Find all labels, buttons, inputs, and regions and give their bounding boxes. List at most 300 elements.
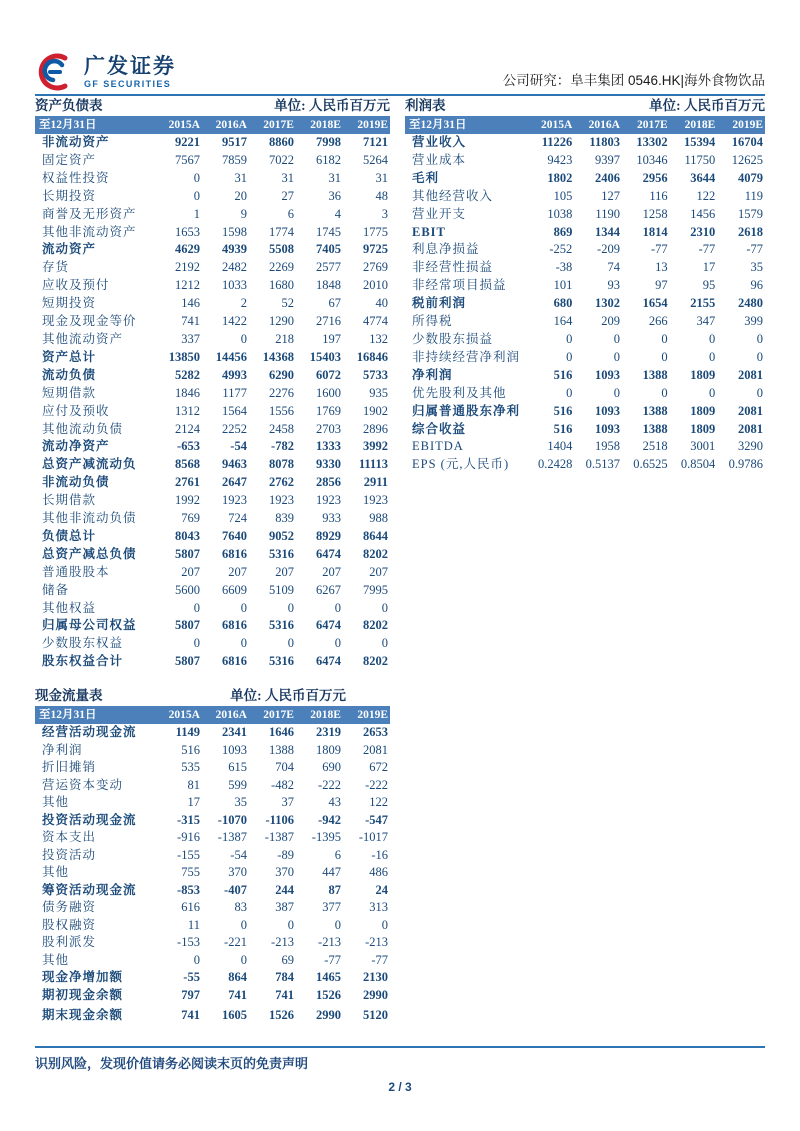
row-label: 营运资本变动 bbox=[42, 777, 124, 792]
cell-value: 2406 bbox=[594, 170, 620, 185]
row-label: 优先股利及其他 bbox=[412, 385, 507, 400]
cell-value: 6290 bbox=[268, 367, 294, 382]
row-label: 应付及预收 bbox=[42, 403, 110, 418]
cell-value: 207 bbox=[228, 564, 247, 579]
cell-value: 1923 bbox=[221, 493, 247, 508]
cell-value: 1579 bbox=[738, 206, 763, 221]
cell-value: -89 bbox=[277, 847, 294, 862]
cell-value: 13850 bbox=[168, 349, 200, 364]
cell-value: 0 bbox=[193, 170, 200, 185]
cell-value: 2124 bbox=[174, 421, 200, 436]
cell-value: 1456 bbox=[690, 206, 716, 221]
cell-value: 0 bbox=[287, 917, 294, 932]
cell-value: -77 bbox=[746, 242, 763, 257]
row-label: 折旧摊销 bbox=[42, 760, 97, 775]
cell-value: 3001 bbox=[690, 439, 716, 454]
cell-value: 101 bbox=[553, 278, 573, 293]
cash-flow-title-row bbox=[35, 688, 390, 704]
table-row bbox=[405, 277, 765, 295]
cell-value: 207 bbox=[322, 564, 341, 579]
row-label: 固定资产 bbox=[42, 152, 97, 167]
table-row bbox=[35, 829, 390, 847]
table-row bbox=[35, 528, 390, 546]
row-label: 综合收益 bbox=[412, 421, 467, 436]
table-row bbox=[35, 864, 390, 882]
cell-value: 6267 bbox=[315, 582, 341, 597]
table-row bbox=[35, 403, 390, 421]
table-row bbox=[35, 917, 390, 935]
cell-value: 516 bbox=[181, 742, 200, 757]
cell-value: 1290 bbox=[268, 314, 294, 329]
cell-value: 0 bbox=[566, 331, 573, 346]
row-label: 归属普通股东净利 bbox=[412, 403, 521, 418]
cell-value: 4774 bbox=[363, 314, 388, 329]
table-row bbox=[35, 777, 390, 795]
cell-value: 6474 bbox=[315, 546, 341, 561]
cell-value: 5316 bbox=[268, 618, 294, 633]
table-row bbox=[35, 794, 390, 812]
cell-value: 0 bbox=[240, 952, 247, 967]
cell-value: 31 bbox=[234, 170, 247, 185]
cell-value: 83 bbox=[234, 900, 247, 915]
table-row bbox=[35, 224, 390, 242]
cell-value: 516 bbox=[553, 403, 573, 418]
row-label: 其他 bbox=[42, 795, 70, 810]
cell-value: 1958 bbox=[594, 439, 620, 454]
cell-value: 37 bbox=[281, 795, 294, 810]
cell-value: 13 bbox=[655, 260, 668, 275]
cell-value: 3644 bbox=[690, 170, 716, 185]
cell-value: -1106 bbox=[265, 812, 294, 827]
cell-value: -1387 bbox=[264, 830, 294, 845]
cell-value: 1388 bbox=[268, 742, 294, 757]
cell-value: -1387 bbox=[217, 830, 247, 845]
cell-value: 2081 bbox=[363, 742, 388, 757]
table-row bbox=[405, 206, 765, 224]
cell-value: 2762 bbox=[268, 475, 294, 490]
cell-value: 5807 bbox=[174, 546, 200, 561]
cell-value: -1070 bbox=[217, 812, 247, 827]
cell-value: 0 bbox=[193, 636, 200, 651]
cell-value: 31 bbox=[375, 170, 388, 185]
cell-value: 5316 bbox=[268, 546, 294, 561]
cell-value: 7022 bbox=[268, 152, 294, 167]
cell-value: 1774 bbox=[268, 224, 294, 239]
cell-value: 4079 bbox=[738, 170, 763, 185]
table-row bbox=[405, 349, 765, 367]
cell-value: -221 bbox=[224, 935, 247, 950]
cell-value: 1809 bbox=[690, 367, 716, 382]
cell-value: 2911 bbox=[363, 475, 388, 490]
year-column-header: 2017E bbox=[249, 116, 296, 134]
cell-value: 5316 bbox=[268, 654, 294, 669]
cell-value: -77 bbox=[371, 952, 388, 967]
table-row bbox=[35, 295, 390, 313]
cell-value: 0 bbox=[709, 349, 716, 364]
row-label: 其他非流动负债 bbox=[42, 511, 137, 526]
row-label: EBITDA bbox=[412, 439, 464, 454]
gf-securities-logo bbox=[35, 51, 176, 94]
cell-value: 0 bbox=[661, 349, 668, 364]
cell-value: 2 bbox=[240, 296, 247, 311]
cell-value: 3290 bbox=[738, 439, 763, 454]
cell-value: 27 bbox=[281, 188, 294, 203]
cell-value: 7998 bbox=[315, 135, 341, 149]
cell-value: 12625 bbox=[731, 152, 763, 167]
cell-value: 81 bbox=[187, 777, 200, 792]
cell-value: 52 bbox=[281, 296, 294, 311]
cell-value: 516 bbox=[553, 367, 573, 382]
table-row bbox=[35, 882, 390, 900]
cell-value: 0 bbox=[381, 917, 388, 932]
cell-value: 96 bbox=[750, 278, 763, 293]
cell-value: 0 bbox=[756, 385, 763, 400]
cell-value: 4939 bbox=[221, 242, 247, 257]
cell-value: 1605 bbox=[221, 1008, 247, 1023]
left-column bbox=[35, 98, 390, 1025]
cell-value: 266 bbox=[648, 314, 668, 329]
cell-value: 2769 bbox=[363, 260, 388, 275]
cell-value: 1388 bbox=[642, 403, 668, 418]
row-label: 流动资产 bbox=[42, 242, 97, 257]
cell-value: 6816 bbox=[221, 618, 247, 633]
row-label: 其他非流动资产 bbox=[42, 224, 137, 239]
cell-value: 67 bbox=[328, 296, 341, 311]
cell-value: 988 bbox=[369, 511, 388, 526]
row-label: 长期投资 bbox=[42, 188, 97, 203]
cell-value: -77 bbox=[650, 242, 668, 257]
cell-value: 486 bbox=[369, 865, 388, 880]
cell-value: 209 bbox=[601, 314, 620, 329]
cell-value: 0 bbox=[709, 331, 716, 346]
cell-value: 1848 bbox=[315, 278, 341, 293]
row-label: 其他 bbox=[42, 952, 70, 967]
cell-value: -916 bbox=[177, 830, 200, 845]
cell-value: 1809 bbox=[690, 421, 716, 436]
row-label: 长期借款 bbox=[42, 493, 97, 508]
row-label: 投资活动现金流 bbox=[42, 812, 137, 827]
cell-value: 2081 bbox=[738, 367, 763, 382]
cell-value: 14456 bbox=[215, 349, 247, 364]
cell-value: 1775 bbox=[363, 224, 388, 239]
logo-text bbox=[84, 56, 176, 89]
cell-value: 1526 bbox=[315, 987, 341, 1002]
cell-value: 11226 bbox=[541, 135, 573, 149]
table-unit-label: 单位: 人民币百万元 bbox=[274, 98, 390, 113]
row-label: 毛利 bbox=[412, 170, 440, 185]
cell-value: 1923 bbox=[363, 493, 388, 508]
row-label: 负债总计 bbox=[42, 528, 97, 543]
cell-value: 2653 bbox=[363, 725, 388, 740]
cell-value: 6 bbox=[334, 847, 341, 862]
cell-value: 0 bbox=[566, 349, 573, 364]
cell-value: 347 bbox=[696, 314, 716, 329]
table-row bbox=[405, 438, 765, 456]
row-label: 期初现金余额 bbox=[42, 987, 124, 1002]
cell-value: 1653 bbox=[174, 224, 200, 239]
cell-value: 0 bbox=[193, 600, 200, 615]
cell-value: 869 bbox=[553, 224, 573, 239]
table-row bbox=[35, 313, 390, 331]
cell-value: 447 bbox=[322, 865, 341, 880]
table-row bbox=[35, 259, 390, 277]
cell-value: 2480 bbox=[738, 296, 763, 311]
table-row bbox=[405, 224, 765, 242]
cell-value: 864 bbox=[228, 970, 247, 985]
table-row bbox=[405, 188, 765, 206]
cell-value: 8929 bbox=[315, 528, 341, 543]
cell-value: 690 bbox=[322, 760, 341, 775]
cell-value: 35 bbox=[750, 260, 763, 275]
table-row bbox=[35, 206, 390, 224]
cell-value: 9 bbox=[240, 206, 247, 221]
cell-value: 0 bbox=[661, 331, 668, 346]
row-label: 股利派发 bbox=[42, 935, 97, 950]
table-row bbox=[35, 899, 390, 917]
table-row bbox=[35, 582, 390, 600]
cell-value: 2990 bbox=[315, 1008, 341, 1023]
page-footer bbox=[35, 1046, 765, 1094]
table-unit-label: 单位: 人民币百万元 bbox=[649, 98, 765, 113]
cell-value: 127 bbox=[601, 188, 620, 203]
cell-value: -782 bbox=[271, 439, 294, 454]
cell-value: 95 bbox=[702, 278, 716, 293]
table-title: 利润表 bbox=[405, 98, 446, 113]
cell-value: 0.8504 bbox=[680, 457, 716, 472]
cell-value: 2252 bbox=[221, 421, 247, 436]
cell-value: 9725 bbox=[363, 242, 388, 257]
cell-value: 2341 bbox=[221, 725, 247, 740]
table-row bbox=[35, 277, 390, 295]
date-column-header: 至12月31日 bbox=[405, 116, 527, 134]
row-label: 营业成本 bbox=[412, 152, 467, 167]
cell-value: 8202 bbox=[363, 618, 388, 633]
cell-value: 9330 bbox=[315, 457, 341, 472]
cell-value: 2130 bbox=[363, 970, 388, 985]
cell-value: 8202 bbox=[363, 654, 388, 669]
cell-value: 741 bbox=[181, 1008, 200, 1023]
year-column-header: 2018E bbox=[296, 116, 343, 134]
cell-value: 4629 bbox=[174, 242, 200, 257]
cell-value: 839 bbox=[275, 511, 294, 526]
table-title: 资产负债表 bbox=[35, 98, 103, 113]
cell-value: 1344 bbox=[594, 224, 620, 239]
row-label: 其他 bbox=[42, 865, 70, 880]
table-row bbox=[35, 653, 390, 671]
cell-value: 2956 bbox=[642, 170, 668, 185]
table-row bbox=[35, 546, 390, 564]
balance-sheet-grid bbox=[35, 116, 390, 671]
cell-value: 1 bbox=[193, 206, 200, 221]
cell-value: 6474 bbox=[315, 618, 341, 633]
row-label: 经营活动现金流 bbox=[42, 725, 137, 740]
cell-value: 105 bbox=[553, 188, 573, 203]
cell-value: 9221 bbox=[174, 135, 200, 149]
table-row bbox=[35, 134, 390, 152]
row-label: 非流动负债 bbox=[42, 475, 110, 490]
cell-value: 2856 bbox=[315, 475, 341, 490]
table-row bbox=[35, 421, 390, 439]
cell-value: 7405 bbox=[315, 242, 341, 257]
cell-value: 10346 bbox=[636, 152, 668, 167]
table-row bbox=[405, 331, 765, 349]
table-row bbox=[35, 812, 390, 830]
cell-value: 2192 bbox=[174, 260, 200, 275]
cell-value: 5600 bbox=[174, 582, 200, 597]
cell-value: 535 bbox=[181, 760, 200, 775]
cell-value: 11750 bbox=[684, 152, 716, 167]
row-label: 现金净增加额 bbox=[42, 970, 124, 985]
cell-value: 387 bbox=[275, 900, 294, 915]
cell-value: 4 bbox=[334, 206, 341, 221]
year-column-header: 2015A bbox=[155, 706, 202, 724]
cell-value: 1526 bbox=[268, 1008, 294, 1023]
cell-value: 0.5137 bbox=[585, 457, 620, 472]
cell-value: 16846 bbox=[356, 349, 388, 364]
table-row bbox=[35, 349, 390, 367]
row-label: 权益性投资 bbox=[42, 170, 110, 185]
table-header-row bbox=[405, 116, 765, 134]
cell-value: 680 bbox=[553, 296, 573, 311]
cell-value: 69 bbox=[281, 952, 294, 967]
cell-value: 599 bbox=[228, 777, 247, 792]
cell-value: 207 bbox=[275, 564, 294, 579]
cell-value: -213 bbox=[318, 935, 341, 950]
cell-value: -942 bbox=[318, 812, 341, 827]
cell-value: 8202 bbox=[363, 546, 388, 561]
cell-value: 119 bbox=[744, 188, 763, 203]
cell-value: 2310 bbox=[690, 224, 716, 239]
cell-value: 3 bbox=[381, 206, 388, 221]
cell-value: 97 bbox=[655, 278, 668, 293]
cell-value: 7859 bbox=[221, 152, 247, 167]
table-row bbox=[405, 403, 765, 421]
balance-sheet-title-row bbox=[35, 98, 390, 114]
table-row bbox=[35, 952, 390, 970]
row-label: 存货 bbox=[42, 260, 70, 275]
cell-value: 1600 bbox=[315, 385, 341, 400]
cell-value: 769 bbox=[181, 511, 200, 526]
year-column-header: 2019E bbox=[343, 116, 390, 134]
cell-value: 1564 bbox=[221, 403, 247, 418]
table-row bbox=[35, 474, 390, 492]
cell-value: -315 bbox=[177, 812, 200, 827]
cell-value: 7640 bbox=[221, 528, 247, 543]
row-label: 净利润 bbox=[42, 742, 83, 757]
cell-value: -38 bbox=[555, 260, 573, 275]
cell-value: 2081 bbox=[738, 403, 763, 418]
row-label: 营业收入 bbox=[412, 135, 467, 149]
cell-value: -54 bbox=[230, 847, 247, 862]
year-column-header: 2017E bbox=[622, 116, 670, 134]
table-header-row bbox=[35, 706, 390, 724]
cell-value: -853 bbox=[177, 882, 200, 897]
cell-value: 6609 bbox=[221, 582, 247, 597]
cell-value: 1814 bbox=[642, 224, 668, 239]
year-column-header: 2017E bbox=[249, 706, 296, 724]
row-label: 少数股东权益 bbox=[42, 636, 124, 651]
cell-value: 1333 bbox=[315, 439, 341, 454]
report-subject: 公司研究：阜丰集团 0546.HK|海外食物饮品 bbox=[502, 73, 765, 88]
cell-value: -222 bbox=[318, 777, 341, 792]
cell-value: 1902 bbox=[363, 403, 388, 418]
cell-value: 164 bbox=[553, 314, 573, 329]
cell-value: 0 bbox=[613, 349, 620, 364]
cell-value: 5733 bbox=[363, 367, 388, 382]
row-label: 营业开支 bbox=[412, 206, 467, 221]
cell-value: 48 bbox=[375, 188, 388, 203]
cell-value: 207 bbox=[181, 564, 200, 579]
cell-value: -213 bbox=[365, 935, 388, 950]
cell-value: 1093 bbox=[594, 403, 620, 418]
cell-value: 11 bbox=[187, 917, 200, 932]
cell-value: 9463 bbox=[221, 457, 247, 472]
cell-value: 1809 bbox=[690, 403, 716, 418]
row-label: 普通股股本 bbox=[42, 564, 110, 579]
gf-logo-icon bbox=[35, 51, 77, 93]
row-label: 商誉及无形资产 bbox=[42, 206, 137, 221]
table-row bbox=[405, 313, 765, 331]
row-label: 非流动资产 bbox=[42, 135, 110, 149]
table-header-row bbox=[35, 116, 390, 134]
cell-value: 5120 bbox=[363, 1008, 388, 1023]
cell-value: 0.6525 bbox=[633, 457, 668, 472]
table-unit-label: 单位: 人民币百万元 bbox=[230, 688, 346, 704]
cell-value: -55 bbox=[183, 970, 200, 985]
cell-value: 122 bbox=[369, 795, 388, 810]
cell-value: -653 bbox=[177, 439, 200, 454]
row-label: 净利润 bbox=[412, 367, 453, 382]
cell-value: 784 bbox=[275, 970, 294, 985]
cell-value: 207 bbox=[369, 564, 388, 579]
row-label: 归属母公司权益 bbox=[42, 618, 137, 633]
cell-value: 1802 bbox=[547, 170, 573, 185]
cell-value: 2319 bbox=[315, 725, 341, 740]
row-label: EPS (元,人民币) bbox=[412, 457, 510, 472]
table-row bbox=[35, 724, 390, 742]
cell-value: -1395 bbox=[311, 830, 341, 845]
row-label: 短期投资 bbox=[42, 296, 97, 311]
cell-value: 0 bbox=[287, 636, 294, 651]
cell-value: -1017 bbox=[358, 830, 388, 845]
cell-value: 797 bbox=[181, 987, 200, 1002]
cell-value: 724 bbox=[228, 511, 247, 526]
cell-value: 0.9786 bbox=[728, 457, 763, 472]
cell-value: 2703 bbox=[315, 421, 341, 436]
table-row bbox=[35, 438, 390, 456]
cell-value: 0 bbox=[613, 385, 620, 400]
table-row bbox=[35, 969, 390, 987]
cell-value: 1556 bbox=[268, 403, 294, 418]
cell-value: 0 bbox=[381, 636, 388, 651]
table-row bbox=[35, 510, 390, 528]
cell-value: 2276 bbox=[268, 385, 294, 400]
row-label: 流动净资产 bbox=[42, 439, 110, 454]
cell-value: -222 bbox=[365, 777, 388, 792]
cell-value: 337 bbox=[181, 331, 200, 346]
cell-value: 0 bbox=[613, 331, 620, 346]
cell-value: 615 bbox=[228, 760, 247, 775]
cell-value: 935 bbox=[369, 385, 388, 400]
cell-value: -252 bbox=[549, 242, 573, 257]
table-row bbox=[405, 421, 765, 439]
cell-value: 1598 bbox=[221, 224, 247, 239]
cell-value: 0 bbox=[193, 188, 200, 203]
row-label: 所得税 bbox=[412, 314, 453, 329]
cell-value: 0 bbox=[756, 331, 763, 346]
cell-value: 1646 bbox=[268, 725, 294, 740]
cell-value: 1093 bbox=[221, 742, 247, 757]
